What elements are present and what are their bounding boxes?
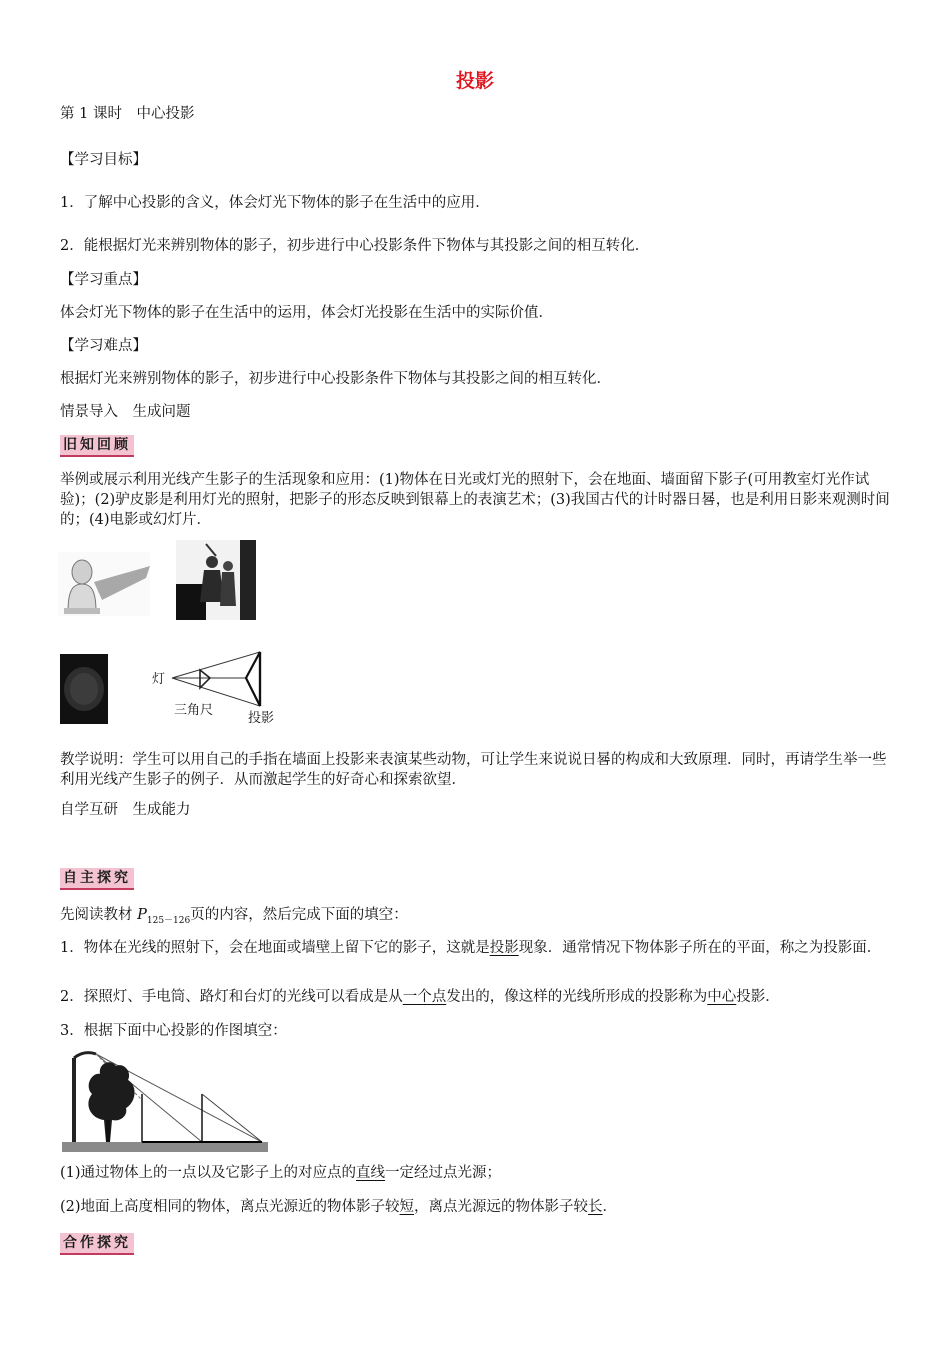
teaching-note: 教学说明：学生可以用自己的手指在墙面上投影来表演某些动物，可让学生来说说日晷的构成和大致原理．同时，再请学生举一些利用光线产生影子的例子．从而激起学生的好奇心和探索欲望．	[60, 752, 887, 788]
reading-after: 页的内容，然后完成下面的填空：	[190, 907, 408, 923]
reading-page-letter: P	[137, 907, 147, 923]
a2-text-a: (2)地面上高度相同的物体，离点光源近的物体影子较	[60, 1199, 400, 1215]
difficulty-text: 根据灯光来辨别物体的影子，初步进行中心投影条件下物体与其投影之间的相互转化．	[60, 371, 611, 387]
a2-text-b: ，离点光源远的物体影子较	[414, 1199, 589, 1215]
a1-text-b: 一定经过点光源；	[385, 1165, 502, 1181]
q1-text-b: 现象．通常情况下物体影子所在的平面，称之为投影面．	[518, 940, 882, 956]
intro-heading: 情景导入 生成问题	[60, 404, 191, 420]
a2-blank-1: 短	[399, 1199, 415, 1215]
bust-shadow-photo	[58, 552, 150, 616]
street-lamp-projection-figure	[62, 1050, 268, 1152]
answer-1	[60, 1163, 501, 1183]
question-3: 3．根据下面中心投影的作图填空：	[60, 1023, 287, 1039]
goal-item-2: 2．能根据灯光来辨别物体的影子，初步进行中心投影条件下物体与其投影之间的相互转化．	[60, 238, 650, 254]
q1-text-a: 1．物体在光线的照射下，会在地面或墙壁上留下它的影子，这就是	[60, 940, 490, 956]
page-title: 投影	[455, 70, 494, 92]
reading-instruction	[60, 905, 408, 931]
badge-explore: 自主探究	[60, 868, 134, 890]
section-goals-heading: 【学习目标】	[60, 152, 147, 168]
self-study-heading: 自学互研 生成能力	[60, 802, 191, 818]
sundial-photo	[60, 654, 108, 724]
q1-blank: 投影	[489, 940, 519, 956]
label-triangle: 三角尺	[174, 703, 214, 718]
label-shadow: 投影	[248, 711, 275, 726]
reading-page-range: 125－126	[146, 915, 191, 926]
a1-text-a: (1)通过物体上的一点以及它影子上的对应点的	[60, 1165, 357, 1181]
label-lamp: 灯	[152, 672, 166, 687]
key-text: 体会灯光下物体的影子在生活中的运用，体会灯光投影在生活中的实际价值．	[60, 305, 553, 321]
goal-item-1: 1．了解中心投影的含义，体会灯光下物体的影子在生活中的应用．	[60, 195, 490, 211]
section-key-heading: 【学习重点】	[60, 272, 147, 288]
q2-text-a: 2．探照灯、手电筒、路灯和台灯的光线可以看成是从	[60, 989, 403, 1005]
lamp-triangle-projection-diagram	[150, 648, 282, 728]
badge-cooperate: 合作探究	[60, 1233, 134, 1255]
section-difficulty-heading: 【学习难点】	[60, 338, 147, 354]
question-1	[60, 938, 900, 958]
review-paragraph: 举例或展示利用光线产生影子的生活现象和应用：(1)物体在日光或灯光的照射下，会在地面、墙面留下影子(可用教室灯光作试验)；(2)驴皮影是利用灯光的照射，把影子的形态反映到银幕上的表演艺术；(3)我国古代的计时器日晷，也是利用日影来观测时间的；(4)电影或幻灯片．	[60, 472, 890, 528]
question-2	[60, 987, 780, 1007]
answer-2	[60, 1197, 617, 1217]
q2-text-b: 发出的，像这样的光线所形成的投影称为	[446, 989, 708, 1005]
a2-blank-2: 长	[588, 1199, 603, 1215]
a2-text-c: ．	[602, 1199, 618, 1215]
q2-blank-1: 一个点	[402, 989, 447, 1005]
shadow-puppet-photo	[176, 540, 256, 620]
a1-blank: 直线	[356, 1165, 386, 1181]
reading-before: 先阅读教材	[60, 907, 138, 923]
badge-review: 旧知回顾	[60, 435, 134, 457]
q2-text-c: 投影．	[736, 989, 780, 1005]
lesson-subtitle: 第 1 课时 中心投影	[60, 106, 195, 122]
q2-blank-2: 中心	[707, 989, 737, 1005]
